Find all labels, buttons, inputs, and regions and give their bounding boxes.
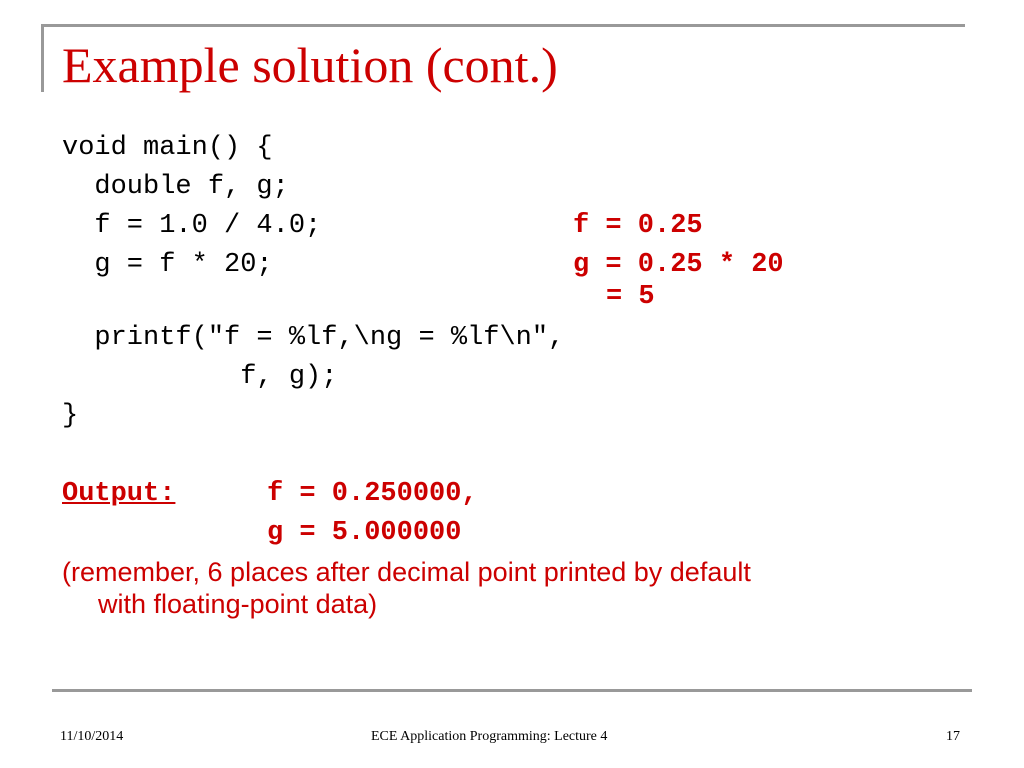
footer-date: 11/10/2014	[60, 729, 124, 744]
annotation-g-result: = 5	[606, 282, 655, 312]
code-line-7: }	[62, 401, 79, 431]
output-label: Output:	[62, 479, 176, 509]
code-line-3: f = 1.0 / 4.0;	[62, 211, 322, 241]
output-line-1: f = 0.250000,	[267, 479, 478, 509]
code-line-6: f, g);	[62, 362, 338, 392]
code-line-5: printf("f = %lf,\ng = %lf\n",	[62, 323, 565, 353]
annotation-g-value: g = 0.25 * 20	[573, 250, 784, 280]
note-line-1: (remember, 6 places after decimal point printed by default	[62, 557, 751, 587]
footer-divider	[52, 689, 972, 692]
annotation-f-value: f = 0.25	[573, 211, 703, 241]
slide-title: Example solution (cont.)	[62, 37, 558, 93]
note-line-2: with floating-point data)	[98, 589, 378, 619]
code-line-4: g = f * 20;	[62, 250, 273, 280]
code-line-1: void main() {	[62, 133, 273, 163]
output-line-2: g = 5.000000	[267, 518, 462, 548]
frame-left-line	[41, 24, 44, 92]
frame-top-line	[41, 24, 965, 27]
footer-page-number: 17	[946, 729, 960, 744]
footer-course-title: ECE Application Programming: Lecture 4	[371, 729, 608, 744]
code-line-2: double f, g;	[62, 172, 289, 202]
